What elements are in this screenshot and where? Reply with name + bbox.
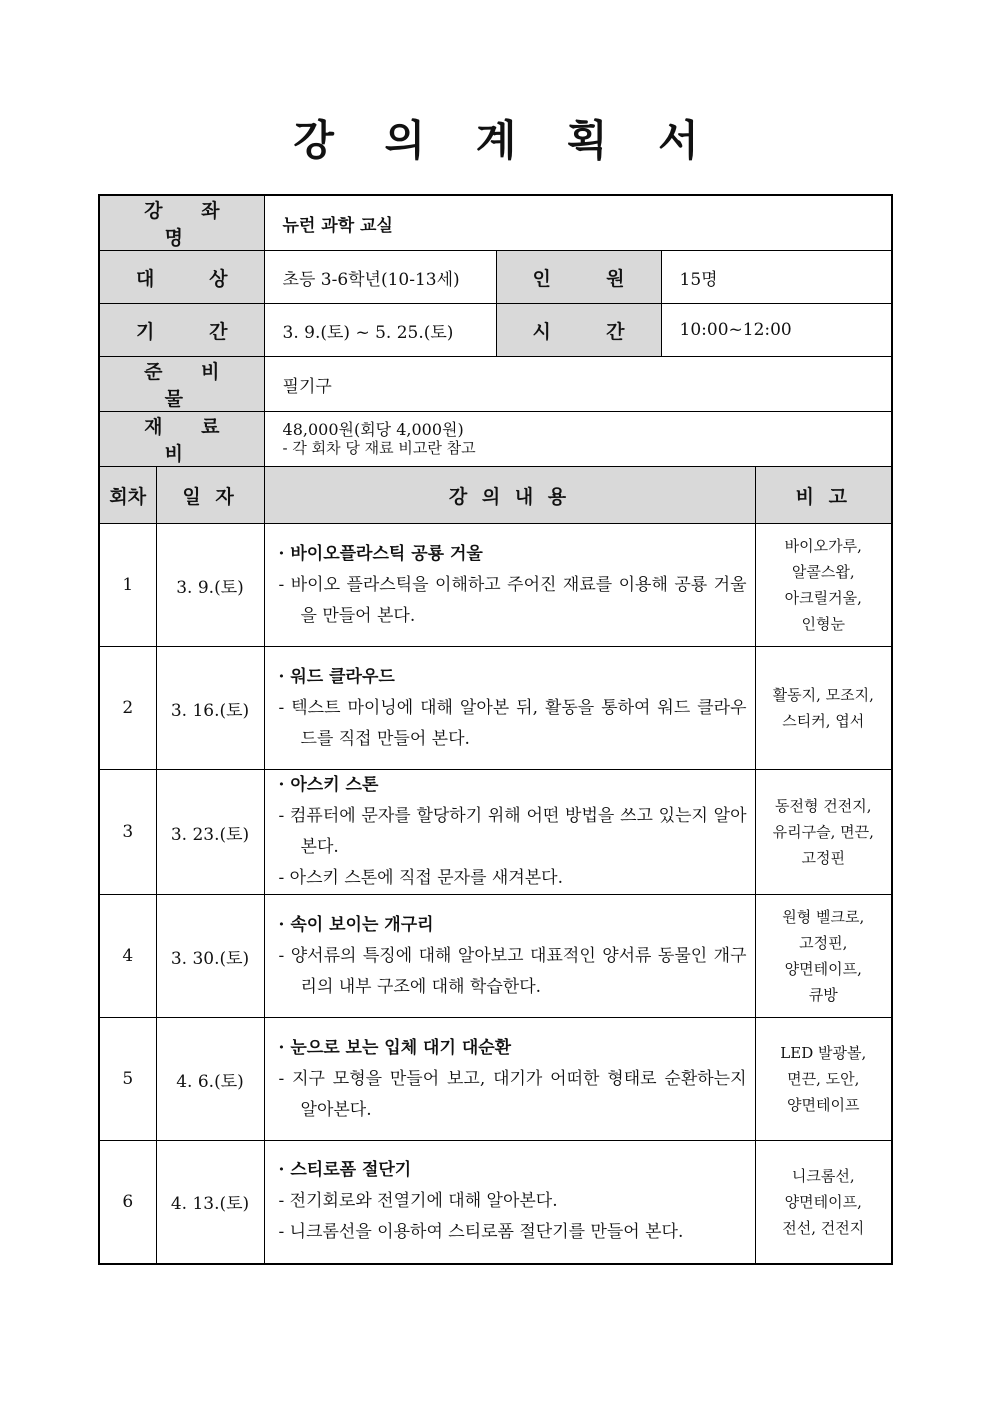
time-value: 10:00~12:00 <box>661 304 892 357</box>
period-row <box>99 304 892 357</box>
course-value: 뉴런 과학 교실 <box>264 195 892 251</box>
period-label <box>99 304 264 357</box>
period-value: 3. 9.(토) ~ 5. 25.(토) <box>264 304 496 357</box>
session-topic: · 속이 보이는 개구리 <box>278 914 434 935</box>
session-number: 5 <box>99 1018 156 1141</box>
lecture-plan-table <box>98 194 893 1265</box>
session-number: 6 <box>99 1141 156 1264</box>
session-note-line: 고정핀 <box>801 849 845 867</box>
session-note-line: 동전형 건전지, <box>775 797 872 815</box>
session-note <box>755 770 892 895</box>
session-note-line: 전선, 건전지 <box>782 1218 865 1237</box>
session-note-line: 바이오가루, <box>784 537 862 555</box>
session-content <box>264 770 755 895</box>
session-date: 4. 6.(토) <box>156 1018 264 1141</box>
session-item: - 아스키 스톤에 직접 문자를 새겨본다. <box>278 868 564 888</box>
session-note-line: 알콜스왑, <box>791 563 855 581</box>
session-item: - 양서류의 특징에 대해 알아보고 대표적인 양서류 동물인 개구리의 내부 구조에 대해 학습한다. <box>278 945 747 997</box>
people-label-a: 인 <box>532 267 551 290</box>
session-note <box>755 1141 892 1264</box>
session-item: - 전기회로와 전열기에 대해 알아본다. <box>278 1191 558 1212</box>
supplies-label-text: 준 비 물 <box>144 361 236 410</box>
session-item: - 바이오 플라스틱을 이해하고 주어진 재료를 이용해 공룡 거울을 만들어 본다. <box>278 574 747 626</box>
fee-label-text: 재 료 비 <box>144 416 236 465</box>
session-note <box>755 895 892 1018</box>
session-number: 3 <box>99 770 156 895</box>
content-header: 강 의 내 용 <box>264 467 755 524</box>
session-date: 3. 23.(토) <box>156 770 264 895</box>
session-topic: · 눈으로 보는 입체 대기 대순환 <box>278 1037 512 1058</box>
session-content <box>264 1141 755 1264</box>
time-label-a: 시 <box>532 320 551 343</box>
session-topic: · 바이오플라스틱 공룡 거울 <box>278 543 483 564</box>
supplies-label <box>99 357 264 412</box>
session-note <box>755 647 892 770</box>
session-date: 4. 13.(토) <box>156 1141 264 1264</box>
session-item: - 지구 모형을 만들어 보고, 대기가 어떠한 형태로 순환하는지 알아본다. <box>278 1068 747 1120</box>
session-date: 3. 9.(토) <box>156 524 264 647</box>
session-note-line: LED 발광볼, <box>780 1044 867 1062</box>
session-number: 4 <box>99 895 156 1018</box>
session-note <box>755 524 892 647</box>
fee-value-line2: - 각 회차 당 재료 비고란 참고 <box>282 439 476 457</box>
supplies-row <box>99 357 892 412</box>
course-label <box>99 195 264 251</box>
session-note-line: 스티커, 엽서 <box>782 712 865 730</box>
course-label-text: 강 좌 명 <box>144 200 236 249</box>
date-header: 일 자 <box>156 467 264 524</box>
session-content <box>264 1018 755 1141</box>
session-item: - 텍스트 마이닝에 대해 알아본 뒤, 활동을 통하여 워드 클라우드를 직접 만들어 본다. <box>278 697 747 749</box>
target-label-b: 상 <box>209 267 228 290</box>
session-number: 2 <box>99 647 156 770</box>
session-content <box>264 524 755 647</box>
time-label <box>496 304 661 357</box>
session-note-line: 아크릴거울, <box>784 589 862 607</box>
session-topic: · 아스키 스톤 <box>278 775 379 795</box>
session-row <box>99 647 892 770</box>
session-note-line: 유리구슬, 면끈, <box>772 823 874 841</box>
note-header: 비 고 <box>755 467 892 524</box>
session-note-line: 원형 벨크로, <box>782 908 865 926</box>
document-title: 강 의 계 획 서 <box>293 116 717 165</box>
session-row <box>99 524 892 647</box>
session-note-line: 활동지, 모조지, <box>772 686 874 704</box>
session-row <box>99 770 892 895</box>
fee-label <box>99 412 264 467</box>
session-header: 회차 <box>99 467 156 524</box>
target-value: 초등 3-6학년(10-13세) <box>264 251 496 304</box>
session-date: 3. 30.(토) <box>156 895 264 1018</box>
session-content <box>264 895 755 1018</box>
session-note-line: 인형눈 <box>801 615 845 633</box>
session-row <box>99 895 892 1018</box>
session-note-line: 면끈, 도안, <box>787 1070 860 1088</box>
people-value: 15명 <box>661 251 892 304</box>
session-item: - 니크롬선을 이용하여 스티로폼 절단기를 만들어 본다. <box>278 1222 684 1243</box>
schedule-header-row <box>99 467 892 524</box>
session-note-line: 양면테이프, <box>784 960 862 978</box>
target-label <box>99 251 264 304</box>
session-row <box>99 1141 892 1264</box>
session-item: - 컴퓨터에 문자를 할당하기 위해 어떤 방법을 쓰고 있는지 알아본다. <box>278 806 747 857</box>
session-note <box>755 1018 892 1141</box>
session-topic: · 스티로폼 절단기 <box>278 1160 412 1181</box>
session-topic: · 워드 클라우드 <box>278 666 395 687</box>
session-content <box>264 647 755 770</box>
session-note-line: 큐방 <box>808 986 838 1004</box>
time-label-b: 간 <box>606 320 625 343</box>
period-label-b: 간 <box>209 320 228 343</box>
fee-value <box>264 412 892 467</box>
target-label-a: 대 <box>136 267 155 290</box>
fee-value-line1: 48,000원(회당 4,000원) <box>282 420 464 439</box>
people-label <box>496 251 661 304</box>
session-note-line: 니크롬선, <box>791 1166 855 1185</box>
session-number: 1 <box>99 524 156 647</box>
session-row <box>99 1018 892 1141</box>
session-date: 3. 16.(토) <box>156 647 264 770</box>
people-label-b: 원 <box>606 267 625 290</box>
session-note-line: 고정핀, <box>799 934 848 952</box>
period-label-a: 기 <box>136 320 155 343</box>
supplies-value: 필기구 <box>264 357 892 412</box>
fee-row <box>99 412 892 467</box>
session-note-line: 양면테이프 <box>787 1096 860 1114</box>
target-row <box>99 251 892 304</box>
session-note-line: 양면테이프, <box>784 1192 862 1211</box>
course-row <box>99 195 892 251</box>
